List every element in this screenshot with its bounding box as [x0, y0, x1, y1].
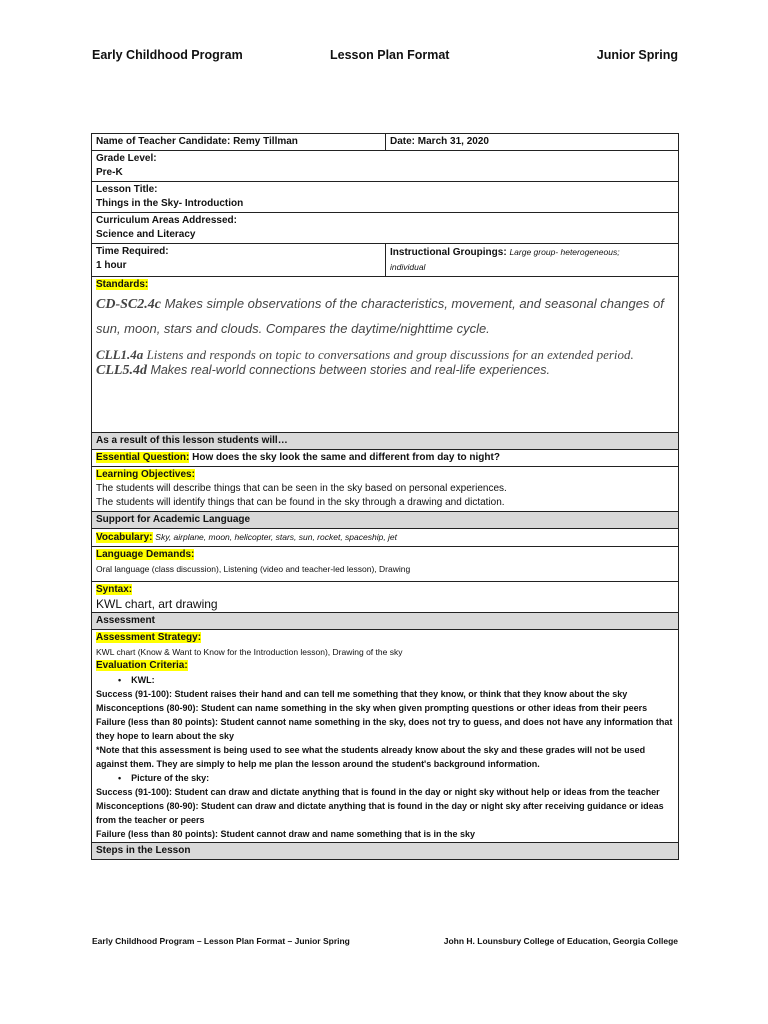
- essential-question-cell: [92, 450, 679, 467]
- standard-cll1: [96, 347, 674, 362]
- lesson-title-label: Lesson Title:: [96, 184, 158, 195]
- learning-objective-1: The students will describe things that can be seen in the sky based on personal experiences.: [96, 483, 507, 494]
- essential-question-text: How does the sky look the same and different from day to night?: [192, 452, 500, 463]
- assessment-strategy-text: KWL chart (Know & Want to Know for the Introduction lesson), Drawing of the sky: [96, 647, 403, 657]
- picture-failure: Failure (less than 80 points): Student cannot draw and name something that is in the sky: [96, 829, 476, 839]
- standard-cll5-text: Makes real-world connections between stories and real-life experiences.: [150, 363, 550, 377]
- learning-objectives-label: Learning Objectives:: [96, 469, 195, 480]
- assessment-heading: Assessment: [92, 613, 679, 630]
- language-demands-text: Oral language (class discussion), Listening (video and teacher-led lesson), Drawing: [96, 564, 411, 574]
- essential-question-label: Essential Question:: [96, 452, 190, 463]
- standard-cll5-code: CLL5.4d: [96, 363, 147, 378]
- picture-misconceptions: Misconceptions (80-90): Student can draw and dictate anything that is found in the day or night sky after receiving guidance or ideas from the teacher or peers: [96, 801, 664, 825]
- kwl-bullet-text: KWL:: [131, 675, 155, 685]
- kwl-success: Success (91-100): Student raises their hand and can tell me something that they know, or think that they know about the sky: [96, 689, 628, 699]
- kwl-bullet: • KWL:: [118, 675, 155, 685]
- vocabulary-cell: [92, 529, 679, 547]
- standards-label: Standards:: [96, 279, 149, 290]
- learning-objectives-cell: [92, 467, 679, 512]
- groupings-value-cont: individual: [390, 262, 426, 272]
- curriculum-value: Science and Literacy: [96, 229, 196, 240]
- result-heading: As a result of this lesson students will…: [92, 433, 679, 450]
- time-required-value: 1 hour: [96, 260, 127, 271]
- kwl-failure: Failure (less than 80 points): Student cannot name something in the sky, does not try to guess, and does not have any information that they hope to learn about the sky: [96, 717, 673, 741]
- syntax-cell: [92, 582, 679, 613]
- groupings-label: Instructional Groupings:: [390, 247, 507, 258]
- kwl-note: *Note that this assessment is being used to see what the students already know about the sky and these grades will not be used against them. They are simply to help me plan the lesson around the student's background information.: [96, 745, 646, 769]
- lesson-title-cell: [92, 182, 679, 213]
- footer-right: John H. Lounsbury College of Education, Georgia College: [443, 936, 678, 946]
- learning-objective-2: The students will identify things that can be found in the sky through a drawing and dictation.: [96, 497, 505, 508]
- lesson-date: Date: March 31, 2020: [386, 134, 679, 151]
- standard-cll1-text: Listens and responds on topic to conversations and group discussions for an extended period.: [146, 347, 634, 362]
- grade-level-cell: [92, 151, 679, 182]
- standard-cd-sc: [96, 292, 674, 341]
- teacher-name: Name of Teacher Candidate: Remy Tillman: [92, 134, 386, 151]
- language-demands-label: Language Demands:: [96, 549, 195, 560]
- syntax-text: KWL chart, art drawing: [96, 597, 218, 611]
- groupings-value: Large group- heterogeneous;: [509, 247, 620, 257]
- vocabulary-text: Sky, airplane, moon, helicopter, stars, sun, rocket, spaceship, jet: [155, 532, 398, 542]
- picture-bullet-text: Picture of the sky:: [131, 773, 210, 783]
- grade-level-label: Grade Level:: [96, 153, 157, 164]
- standard-cll1-code: CLL1.4a: [96, 347, 144, 362]
- time-required-cell: [92, 244, 386, 277]
- standards-cell: [92, 277, 679, 433]
- groupings-cell: [386, 244, 679, 277]
- time-required-label: Time Required:: [96, 246, 169, 257]
- header-format: Lesson Plan Format: [330, 48, 450, 62]
- curriculum-cell: [92, 213, 679, 244]
- vocabulary-label: Vocabulary:: [96, 532, 153, 543]
- assessment-cell: [92, 630, 679, 843]
- steps-heading: Steps in the Lesson: [92, 843, 679, 860]
- footer-left: Early Childhood Program – Lesson Plan Format – Junior Spring: [92, 936, 350, 946]
- lesson-title-value: Things in the Sky- Introduction: [96, 198, 244, 209]
- standard-cll5: [96, 362, 674, 379]
- header-program: Early Childhood Program: [92, 48, 243, 62]
- language-demands-cell: [92, 547, 679, 582]
- assessment-strategy-label: Assessment Strategy:: [96, 632, 202, 643]
- lesson-plan-table: [91, 133, 679, 860]
- academic-language-heading: Support for Academic Language: [92, 512, 679, 529]
- standard-cd-sc-code: CD-SC2.4c: [96, 297, 161, 312]
- curriculum-label: Curriculum Areas Addressed:: [96, 215, 237, 226]
- picture-success: Success (91-100): Student can draw and dictate anything that is found in the day or night sky without help or ideas from the teacher: [96, 787, 660, 797]
- header-term: Junior Spring: [596, 48, 678, 62]
- syntax-label: Syntax:: [96, 584, 133, 595]
- standard-cd-sc-text: Makes simple observations of the characteristics, movement, and seasonal changes of sun, moon, stars and clouds. Compares the daytime/nighttime cycle.: [96, 296, 664, 336]
- picture-bullet: • Picture of the sky:: [118, 773, 210, 783]
- kwl-misconceptions: Misconceptions (80-90): Student can name something in the sky when given prompting questions or other ideas from their peers: [96, 703, 648, 713]
- evaluation-criteria-label: Evaluation Criteria:: [96, 660, 188, 671]
- grade-level-value: Pre-K: [96, 167, 123, 178]
